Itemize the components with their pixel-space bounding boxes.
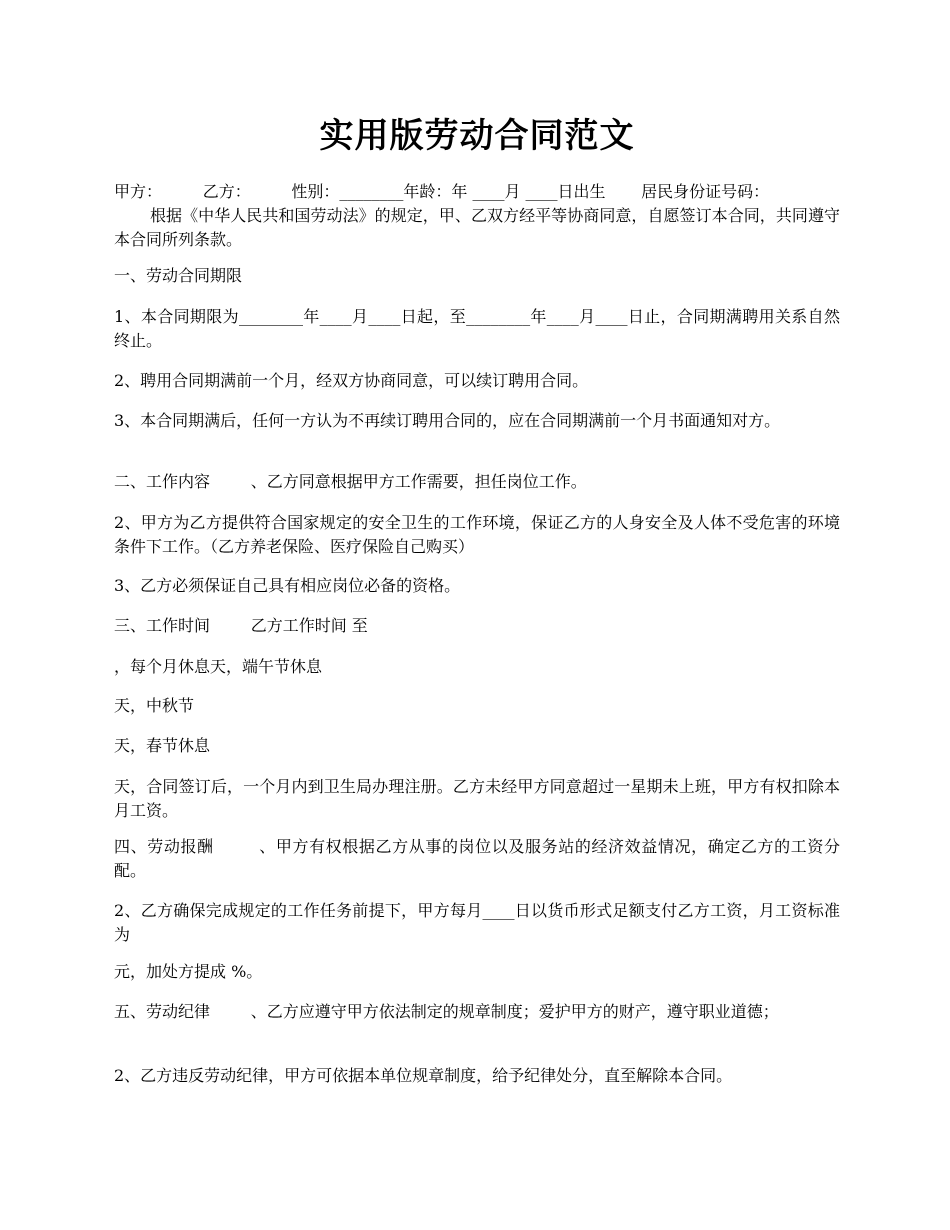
work-time-registration: 天，合同签订后，一个月内到卫生局办理注册。乙方未经甲方同意超过一星期未上班，甲方有权扣除本月工资。: [114, 777, 840, 820]
document-title: 实用版劳动合同范文: [319, 116, 635, 156]
work-time-spring-festival: 天，春节休息: [114, 736, 211, 755]
work-time-mid-autumn: 天，中秋节: [114, 696, 195, 715]
clause-work-content-2: 2、甲方为乙方提供符合国家规定的安全卫生的工作环境，保证乙方的人身安全及人体不受危害的环境条件下工作。（乙方养老保险、医疗保险自己购买）: [114, 513, 840, 556]
clause-term-1: 1、本合同期限为________年____月____日起，至________年____月____日止，合同期满聘用关系自然终止。: [114, 307, 840, 350]
work-time-rest-days: ，每个月休息天，端午节休息: [114, 657, 323, 676]
preamble-paragraph: 根据《中华人民共和国劳动法》的规定，甲、乙双方经平等协商同意，自愿签订本合同，共同遵守本合同所列条款。: [114, 206, 840, 249]
clause-term-3: 3、本合同期满后，任何一方认为不再续订聘用合同的，应在合同期满前一个月书面通知对方。: [114, 411, 781, 430]
clause-work-content-3: 3、乙方必须保证自己具有相应岗位必备的资格。: [114, 576, 461, 595]
clause-remuneration-commission: 元，加处方提成 %。: [114, 962, 263, 981]
section-heading-term: 一、劳动合同期限: [114, 266, 243, 285]
party-info-line: 甲方： 乙方： 性别：________年龄：年 ____月 ____日出生 居民身份证号码：: [114, 182, 770, 201]
clause-discipline-2: 2、乙方违反劳动纪律，甲方可依据本单位规章制度，给予纪律处分，直至解除本合同。: [114, 1066, 733, 1085]
clause-term-2: 2、聘用合同期满前一个月，经双方协商同意，可以续订聘用合同。: [114, 371, 589, 390]
section-heading-work-content: 二、工作内容 、乙方同意根据甲方工作需要，担任岗位工作。: [114, 472, 587, 491]
section-heading-discipline: 五、劳动纪律 、乙方应遵守甲方依法制定的规章制度；爱护甲方的财产，遵守职业道德；: [114, 1002, 779, 1021]
section-heading-work-time: 三、工作时间 乙方工作时间 至: [114, 616, 368, 635]
clause-remuneration-2: 2、乙方确保完成规定的工作任务前提下，甲方每月____日以货币形式足额支付乙方工资，月工资标准为: [114, 901, 840, 944]
section-heading-remuneration: 四、劳动报酬 、甲方有权根据乙方从事的岗位以及服务站的经济效益情况，确定乙方的工资分配。: [114, 837, 840, 880]
